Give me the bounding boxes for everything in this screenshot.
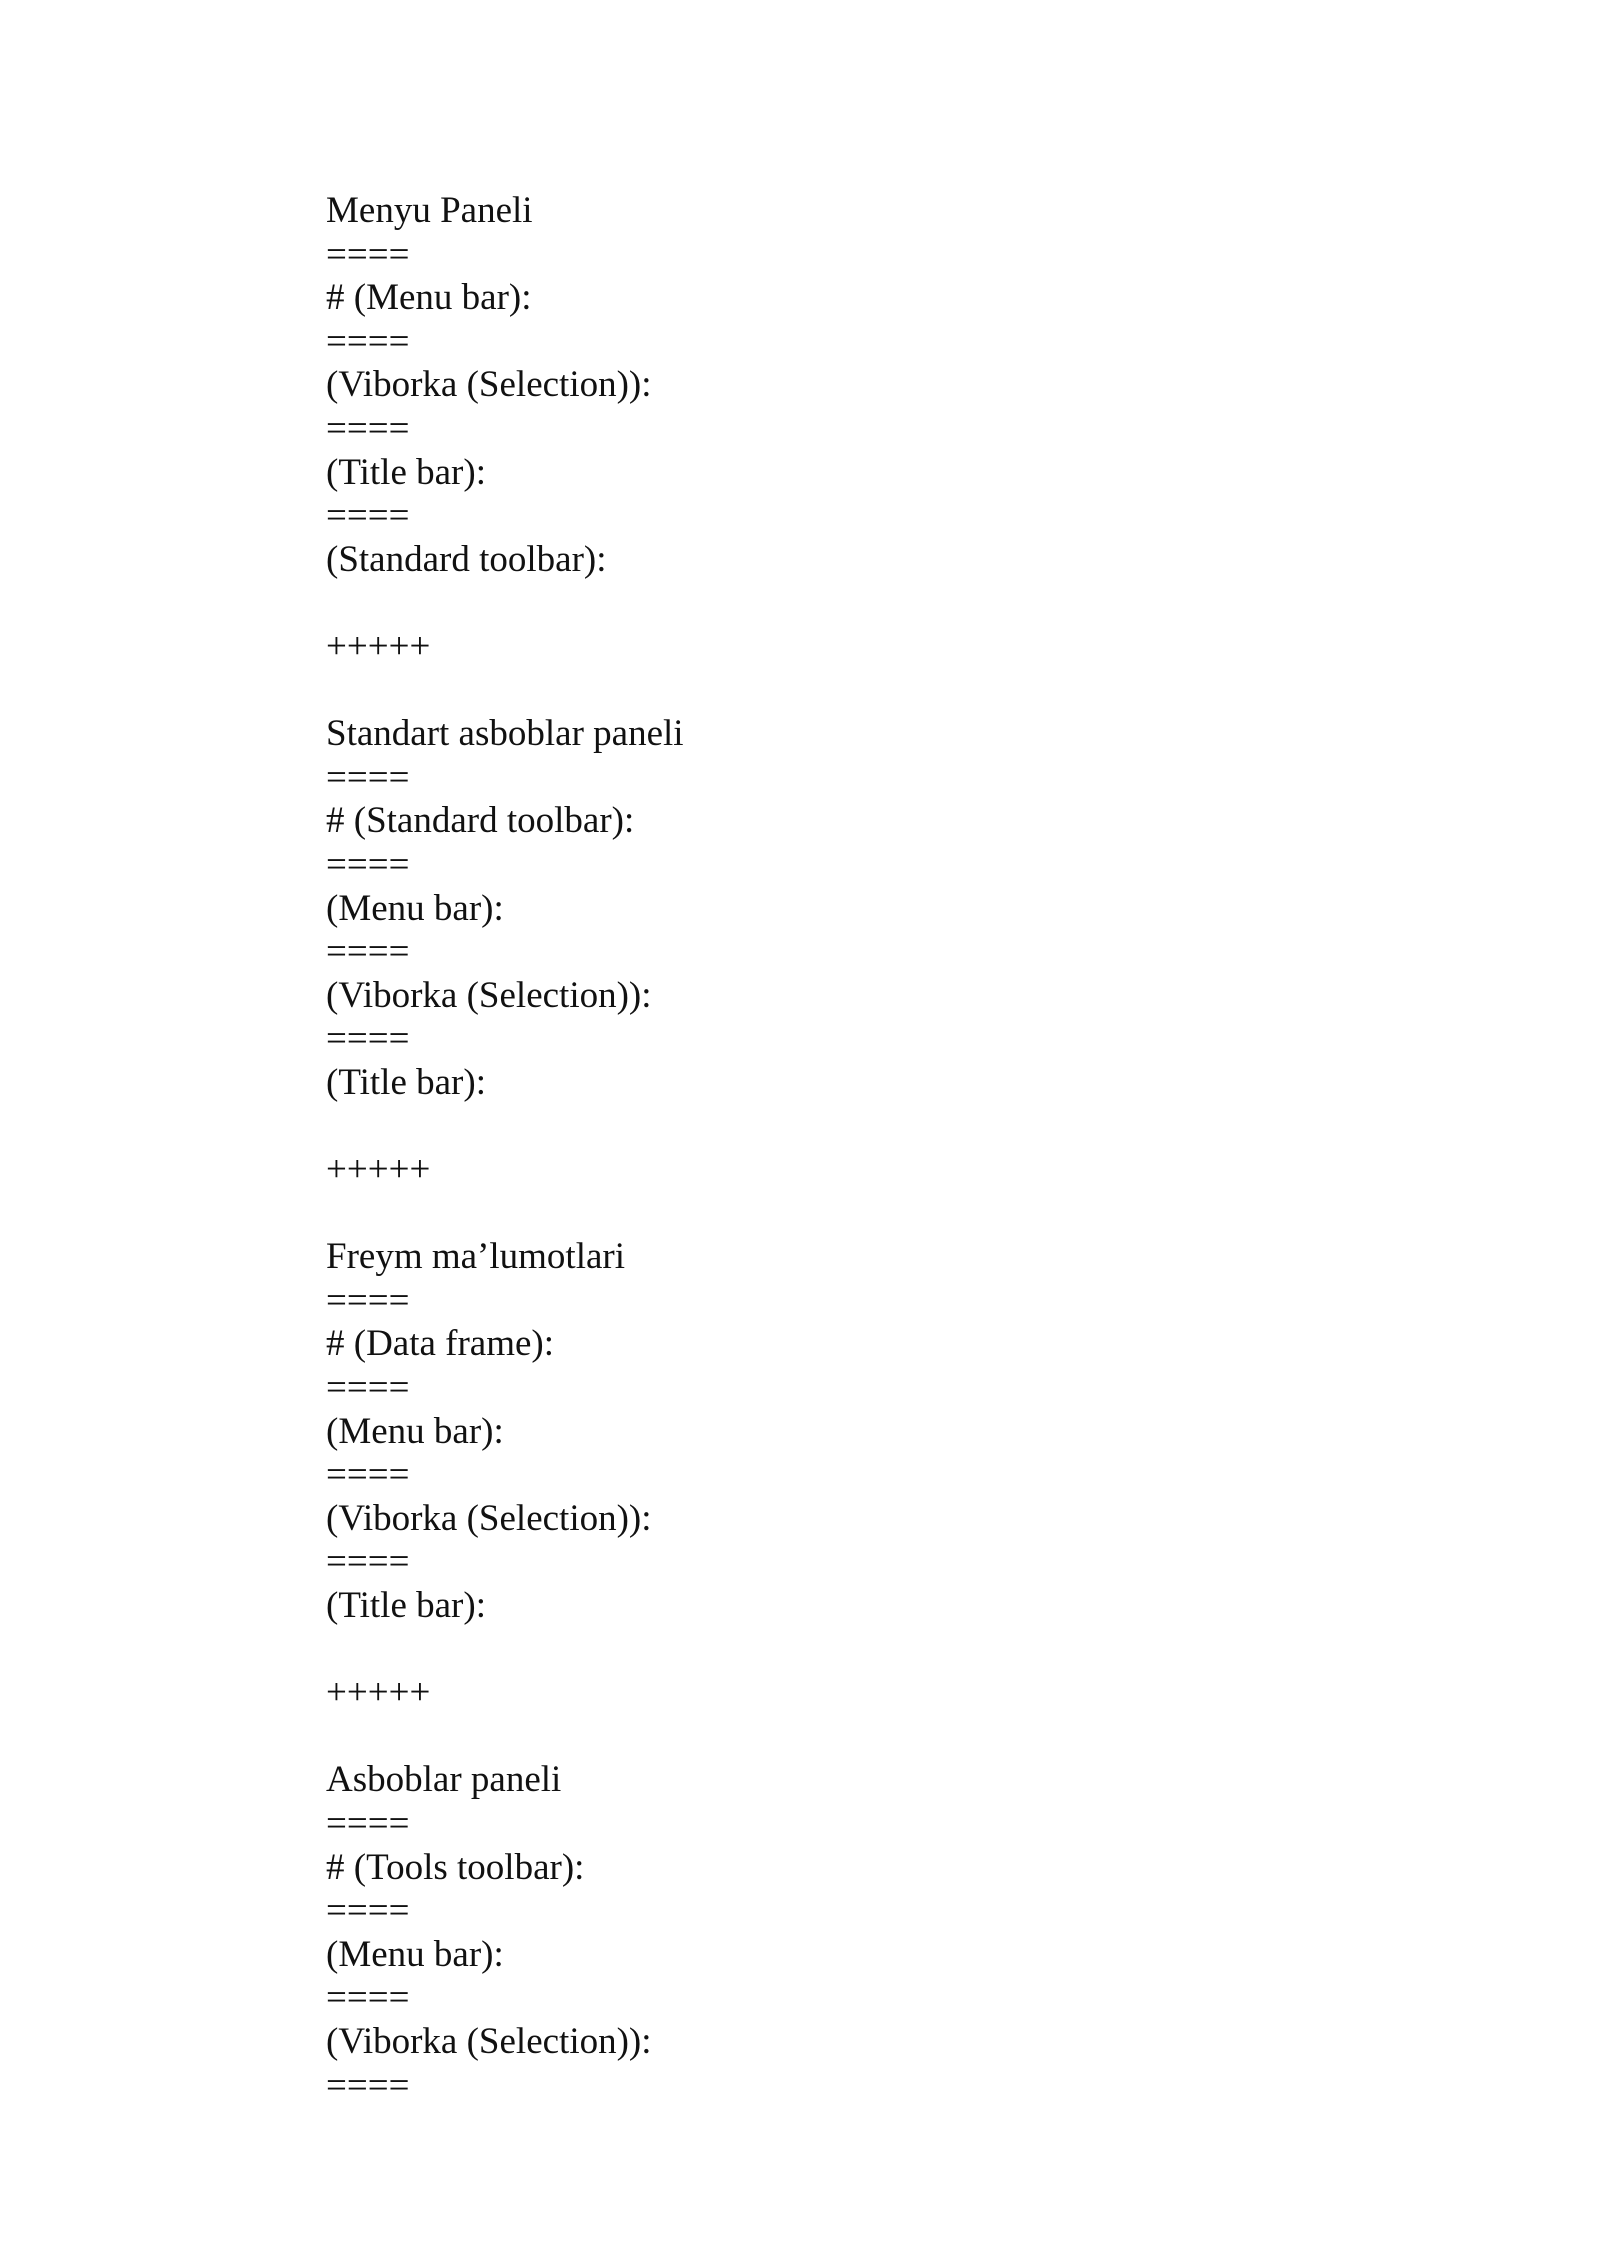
separator-line: ==== [326, 756, 410, 798]
blank-line [326, 669, 1326, 713]
section-item: (Viborka (Selection)): [326, 364, 652, 406]
blank-line [326, 581, 1326, 625]
blank-line [326, 1628, 1326, 1672]
separator-line: ==== [326, 320, 410, 362]
section-item: (Title bar): [326, 1585, 486, 1626]
section-title: Asboblar paneli [326, 1759, 562, 1801]
section-end-mark: +++++ [326, 1149, 431, 1191]
separator-line: ==== [326, 233, 410, 275]
blank-line [326, 1192, 1326, 1236]
section-item: (Title bar): [326, 1061, 486, 1103]
separator-line: ==== [326, 1367, 410, 1409]
section-item: (Menu bar): [326, 1410, 504, 1452]
section-item: (Menu bar): [326, 887, 504, 929]
section-heading: # (Standard toolbar): [326, 800, 635, 842]
separator-line: ==== [326, 407, 410, 449]
section-item: (Standard toolbar): [326, 538, 607, 580]
section-item: (Title bar): [326, 451, 486, 493]
separator-line: ==== [326, 1279, 410, 1321]
separator-line: ==== [326, 495, 410, 537]
section-end-mark: +++++ [326, 1672, 431, 1714]
separator-line: ==== [326, 931, 410, 973]
section-item: (Viborka (Selection)): [326, 1497, 652, 1539]
section-title: Menyu Paneli [326, 190, 533, 231]
section-title: Standart asboblar paneli [326, 713, 684, 755]
section-heading: # (Tools toolbar): [326, 1846, 585, 1888]
section-item: (Viborka (Selection)): [326, 974, 652, 1016]
blank-line [326, 1715, 1326, 1759]
blank-line [326, 1104, 1326, 1148]
section-item: (Viborka (Selection)): [326, 2020, 652, 2062]
separator-line: ==== [326, 1802, 410, 1844]
section-heading: # (Data frame): [326, 1323, 555, 1365]
separator-line: ==== [326, 1454, 410, 1496]
separator-line: ==== [326, 1977, 410, 2019]
section-heading: # (Menu bar): [326, 277, 532, 319]
section-title: Freym ma’lumotlari [326, 1236, 626, 1278]
document-body [326, 189, 1326, 2107]
separator-line: ==== [326, 1541, 410, 1583]
separator-line: ==== [326, 1018, 410, 1060]
separator-line: ==== [326, 2064, 410, 2106]
separator-line: ==== [326, 843, 410, 885]
separator-line: ==== [326, 1890, 410, 1932]
section-item: (Menu bar): [326, 1933, 504, 1975]
section-end-mark: +++++ [326, 625, 431, 667]
